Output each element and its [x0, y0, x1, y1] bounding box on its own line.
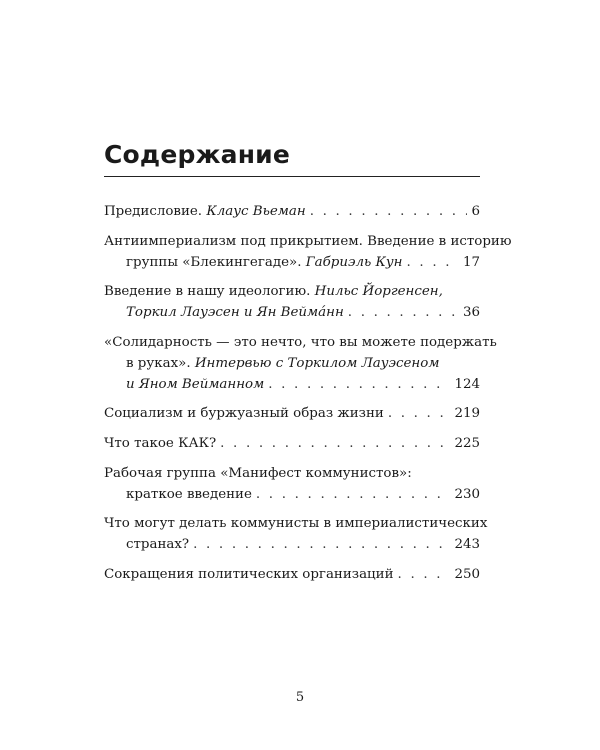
- dot-leader: [268, 374, 450, 395]
- entry-title-cont: странах?: [126, 537, 190, 553]
- entry-author: Интервью с Торкилом Лауэсеном: [194, 355, 440, 371]
- entry-title-cont: группы «Блекингегаде».: [126, 254, 302, 270]
- page-folio: 5: [295, 690, 305, 705]
- page-number: 124: [454, 376, 480, 392]
- page-title: Содержание: [104, 140, 291, 169]
- toc-entry-ideology[interactable]: [104, 281, 480, 323]
- heading-rule: [104, 176, 480, 177]
- toc-entry-solidarity-interview[interactable]: [104, 332, 497, 395]
- toc-entry-preface[interactable]: [104, 201, 480, 222]
- page-number: 225: [454, 435, 480, 451]
- toc-entry-socialism-lifestyle[interactable]: [104, 403, 480, 424]
- entry-author-cont: Торкил Лауэсен и Ян Веймáнн: [126, 305, 344, 321]
- page-number: 17: [462, 254, 480, 270]
- dot-leader: [348, 302, 459, 323]
- dot-leader: [220, 433, 450, 454]
- entry-author-cont: и Яном Вейманном: [126, 376, 265, 392]
- page-number: 6: [471, 204, 480, 219]
- entry-title: Введение в нашу идеологию.: [104, 284, 311, 300]
- page-number: 230: [454, 486, 480, 502]
- toc-entry-what-is-kak[interactable]: [104, 433, 480, 454]
- dot-leader: [388, 403, 451, 424]
- entry-author: Клаус Вьеман: [206, 204, 306, 219]
- entry-title: Сокращения политических организаций: [104, 566, 394, 582]
- entry-author: Габриэль Кун: [305, 254, 403, 270]
- page-number: 36: [462, 305, 480, 321]
- entry-title: «Солидарность — это нечто, что вы можете подержать: [104, 334, 497, 350]
- dot-leader: [407, 252, 459, 273]
- toc-entry-manifesto-group[interactable]: [104, 463, 480, 505]
- page-number: 250: [454, 566, 480, 582]
- page-number: 243: [454, 537, 480, 553]
- table-of-contents: [104, 201, 512, 593]
- dot-leader: [310, 201, 468, 222]
- entry-author: Нильс Йоргенсен,: [314, 284, 443, 300]
- entry-title: Рабочая группа «Манифест коммунистов»:: [104, 465, 412, 481]
- toc-entry-communists-imperialist[interactable]: [104, 513, 488, 555]
- dot-leader: [256, 484, 451, 505]
- entry-title: Что могут делать коммунисты в империалистических: [104, 516, 488, 532]
- toc-entry-anti-imperialism[interactable]: [104, 231, 512, 273]
- entry-title: Антиимпериализм под прикрытием. Введение в историю: [104, 233, 512, 249]
- entry-title-cont: краткое введение: [126, 486, 252, 502]
- dot-leader: [193, 534, 450, 555]
- dot-leader: [398, 564, 451, 585]
- entry-title: Предисловие.: [104, 204, 203, 219]
- page-number: 219: [454, 406, 480, 422]
- entry-title: Что такое КАК?: [104, 435, 217, 451]
- toc-entry-abbreviations[interactable]: [104, 564, 480, 585]
- entry-title-cont: в руках».: [126, 355, 191, 371]
- entry-title: Социализм и буржуазный образ жизни: [104, 406, 384, 422]
